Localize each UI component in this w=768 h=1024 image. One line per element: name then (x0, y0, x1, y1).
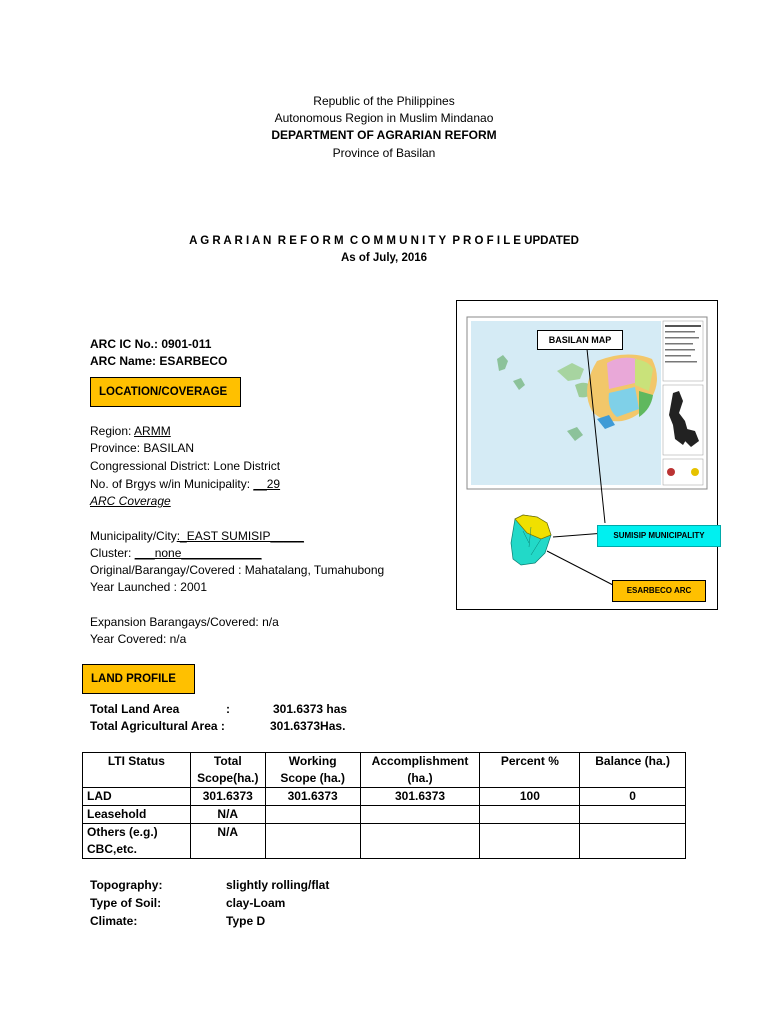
province-line: Province: BASILAN (90, 441, 195, 455)
table-cell: Leasehold (83, 806, 191, 824)
header-province: Province of Basilan (332, 146, 436, 160)
cluster-label: Cluster: (90, 546, 135, 560)
doc-date: As of July, 2016 (340, 252, 428, 264)
table-cell: LAD (83, 788, 191, 806)
table-cell (265, 824, 360, 859)
arc-ic-no: ARC IC No.: 0901-011 (90, 337, 212, 351)
topography-label: Topography: (90, 878, 163, 892)
header-department: DEPARTMENT OF AGRARIAN REFORM (271, 128, 497, 142)
climate-value: Type D (226, 914, 266, 928)
seal-icon (691, 468, 699, 476)
land-profile-heading: LAND PROFILE (82, 664, 195, 694)
table-header: Working Scope (ha.) (265, 753, 360, 788)
basilan-map-label: BASILAN MAP (537, 330, 623, 350)
municipality-line (90, 528, 304, 545)
arrow-to-esarbeco (547, 551, 613, 585)
total-land-area-colon: : (226, 702, 230, 716)
brgys-line (90, 476, 280, 493)
table-header: Accomplishment (ha.) (360, 753, 480, 788)
soil-type-label: Type of Soil: (90, 896, 162, 910)
arc-coverage: ARC Coverage (90, 494, 171, 508)
table-cell (360, 806, 480, 824)
total-agri-area-label: Total Agricultural Area : (90, 719, 225, 733)
table-cell: 100 (480, 788, 580, 806)
table-header-row (83, 753, 686, 788)
year-launched-line: Year Launched : 2001 (90, 580, 207, 594)
table-cell: 301.6373 (190, 788, 265, 806)
topography-value: slightly rolling/flat (226, 878, 330, 892)
climate-label: Climate: (90, 914, 138, 928)
cluster-value: ___none____________ (134, 546, 262, 560)
table-cell (480, 806, 580, 824)
region-value: ARMM (134, 424, 171, 438)
map-frame (456, 300, 718, 610)
doc-title: A G R A R I A N R E F O R M C O M M U N I T Y P R O F I L E UPDATED (189, 235, 579, 247)
header-region: Autonomous Region in Muslim Mindanao (274, 111, 494, 125)
table-cell (480, 824, 580, 859)
location-coverage-heading: LOCATION/COVERAGE (90, 377, 241, 407)
table-cell: 301.6373 (265, 788, 360, 806)
lti-status-table (82, 752, 686, 859)
table-header: LTI Status (83, 753, 191, 788)
expansion-line: Expansion Barangays/Covered: n/a (90, 615, 279, 629)
table-cell: 301.6373 (360, 788, 480, 806)
cluster-line (90, 545, 262, 562)
table-row (83, 806, 686, 824)
map-legend (663, 321, 703, 381)
total-agri-area-value: 301.6373Has. (270, 719, 346, 733)
brgys-value: __29 (253, 477, 281, 491)
header-republic: Republic of the Philippines (313, 94, 455, 108)
table-cell: 0 (580, 788, 686, 806)
table-row (83, 824, 686, 859)
esarbeco-arc-label: ESARBECO ARC (612, 580, 706, 602)
table-cell (580, 824, 686, 859)
seal-icon (667, 468, 675, 476)
region-line (90, 423, 171, 440)
table-header: Balance (ha.) (580, 753, 686, 788)
arc-name: ARC Name: ESARBECO (90, 354, 228, 368)
table-header: Total Scope(ha.) (190, 753, 265, 788)
table-cell: N/A (190, 806, 265, 824)
table-cell: Others (e.g.) CBC,etc. (83, 824, 191, 859)
brgys-label: No. of Brgys w/in Municipality: (90, 477, 254, 491)
total-land-area-label: Total Land Area (90, 702, 180, 716)
table-row (83, 788, 686, 806)
municipality-value: :_EAST SUMISIP_____ (176, 529, 304, 543)
total-land-area-value: 301.6373 has (273, 702, 348, 716)
region-label: Region: (90, 424, 135, 438)
table-cell: N/A (190, 824, 265, 859)
year-covered-line: Year Covered: n/a (90, 632, 187, 646)
district-line: Congressional District: Lone District (90, 459, 281, 473)
original-barangay-line: Original/Barangay/Covered : Mahatalang, Tumahubong (90, 563, 385, 577)
municipality-label: Municipality/City (90, 529, 177, 543)
table-header: Percent % (480, 753, 580, 788)
table-cell (360, 824, 480, 859)
table-cell (580, 806, 686, 824)
soil-type-value: clay-Loam (226, 896, 286, 910)
sumisip-municipality-label: SUMISIP MUNICIPALITY (597, 525, 721, 547)
table-cell (265, 806, 360, 824)
